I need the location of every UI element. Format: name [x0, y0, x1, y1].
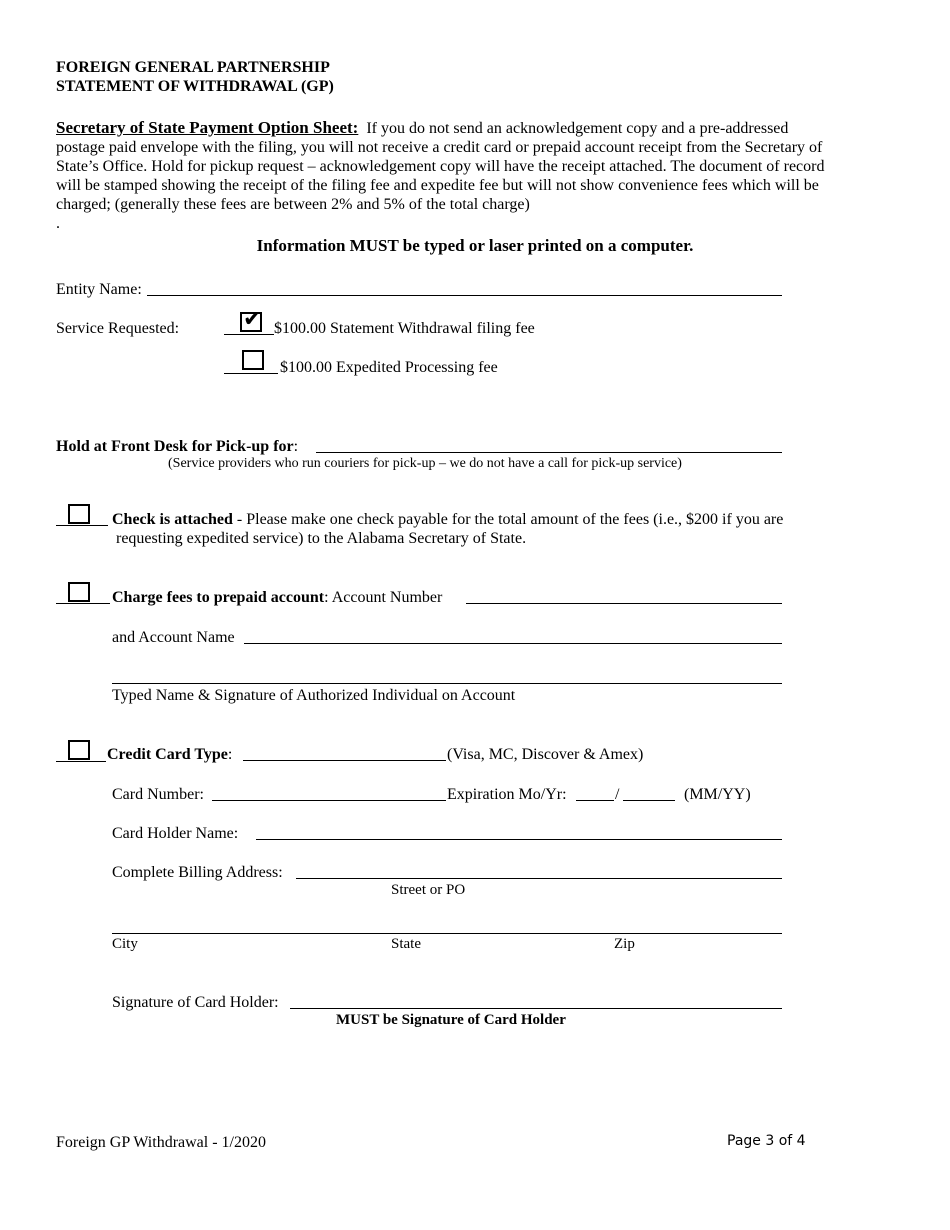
hold-pickup-note: (Service providers who run couriers for pick-up – we do not have a call for pick-up service): [168, 456, 682, 471]
prepaid-label: [112, 588, 442, 607]
form-title-line2: STATEMENT OF WITHDRAWAL (GP): [56, 78, 334, 95]
billing-city-state-zip-field[interactable]: [112, 933, 782, 934]
payment-option-line4: will be stamped showing the receipt of the filing fee and expedite fee but will not show convenience fees which will be: [56, 177, 819, 194]
account-name-field[interactable]: [244, 643, 782, 644]
service-option2-label: $100.00 Expedited Processing fee: [280, 359, 498, 376]
prepaid-text: : Account Number: [324, 589, 443, 606]
authorized-signature-field[interactable]: [112, 683, 782, 684]
credit-card-type-field[interactable]: [243, 760, 446, 761]
signature-requirement-note: MUST be Signature of Card Holder: [336, 1012, 566, 1028]
service-option2-checkbox[interactable]: [242, 350, 264, 370]
expiration-format-hint: (MM/YY): [684, 786, 751, 803]
payment-option-paragraph: [56, 118, 896, 233]
expiration-label: Expiration Mo/Yr:: [447, 786, 567, 803]
card-number-label: Card Number:: [112, 786, 204, 803]
billing-address-label: Complete Billing Address:: [112, 864, 283, 881]
payment-option-heading: Secretary of State Payment Option Sheet:: [56, 118, 359, 137]
expiration-slash: /: [615, 786, 620, 803]
street-caption: Street or PO: [391, 882, 466, 898]
footer-form-id: Foreign GP Withdrawal - 1/2020: [56, 1134, 266, 1151]
check-option-underline: [56, 525, 108, 526]
payment-option-line3: State’s Office. Hold for pickup request – acknowledgement copy will have the receipt attached. The document of record: [56, 158, 825, 175]
payment-option-line5: charged; (generally these fees are between 2% and 5% of the total charge): [56, 196, 530, 213]
hold-pickup-colon: :: [293, 438, 299, 455]
service-option2-underline: [224, 373, 278, 374]
city-caption: City: [112, 936, 138, 952]
entity-name-field[interactable]: [147, 295, 782, 296]
hold-pickup-field[interactable]: [316, 452, 782, 453]
check-attached-bold: Check is attached: [112, 511, 233, 528]
zip-caption: Zip: [614, 936, 635, 952]
credit-card-type-note: (Visa, MC, Discover & Amex): [447, 746, 644, 763]
account-name-label: and Account Name: [112, 629, 235, 646]
credit-card-underline: [56, 761, 106, 762]
payment-option-line2: postage paid envelope with the filing, you will not receive a credit card or prepaid account receipt from the Secretary of: [56, 139, 823, 156]
credit-card-type-bold: Credit Card Type: [107, 746, 228, 763]
footer-page-number: Page 3 of 4: [727, 1133, 806, 1149]
form-title-line1: FOREIGN GENERAL PARTNERSHIP: [56, 59, 330, 76]
card-holder-name-label: Card Holder Name:: [112, 825, 239, 842]
service-requested-label: Service Requested:: [56, 320, 180, 337]
check-attached-line1: [112, 510, 783, 529]
expiration-year-field[interactable]: [623, 800, 675, 801]
check-attached-text: - Please make one check payable for the total amount of the fees (i.e., $200 if you are: [232, 511, 784, 528]
card-number-field[interactable]: [212, 800, 446, 801]
prepaid-checkbox[interactable]: [68, 582, 90, 602]
service-option1-underline: [224, 334, 274, 335]
check-attached-line2: requesting expedited service) to the Alabama Secretary of State.: [116, 530, 527, 547]
service-option1-label: $100.00 Statement Withdrawal filing fee: [274, 320, 535, 337]
hold-pickup-label: [56, 437, 298, 456]
account-number-field[interactable]: [466, 603, 782, 604]
billing-street-field[interactable]: [296, 878, 782, 879]
state-caption: State: [391, 936, 421, 952]
expiration-month-field[interactable]: [576, 800, 614, 801]
card-holder-signature-label: Signature of Card Holder:: [112, 994, 279, 1011]
payment-option-line1: If you do not send an acknowledgement copy and a pre-addressed: [366, 120, 789, 137]
check-mark-icon: ✔: [243, 307, 262, 332]
authorized-signature-label: Typed Name & Signature of Authorized Individual on Account: [112, 687, 516, 704]
hold-pickup-label-text: Hold at Front Desk for Pick-up for: [56, 438, 294, 455]
card-holder-name-field[interactable]: [256, 839, 782, 840]
service-option1-checkbox[interactable]: [240, 307, 262, 332]
typed-notice: Information MUST be typed or laser printed on a computer.: [256, 236, 694, 255]
credit-card-checkbox[interactable]: [68, 740, 90, 760]
card-holder-signature-field[interactable]: [290, 1008, 782, 1009]
payment-option-dot: .: [56, 215, 60, 232]
credit-card-type-label: [107, 745, 232, 764]
prepaid-underline: [56, 603, 110, 604]
check-attached-checkbox[interactable]: [68, 504, 90, 524]
prepaid-bold: Charge fees to prepaid account: [112, 589, 325, 606]
entity-name-label: Entity Name:: [56, 281, 142, 298]
credit-card-type-colon: :: [227, 746, 233, 763]
